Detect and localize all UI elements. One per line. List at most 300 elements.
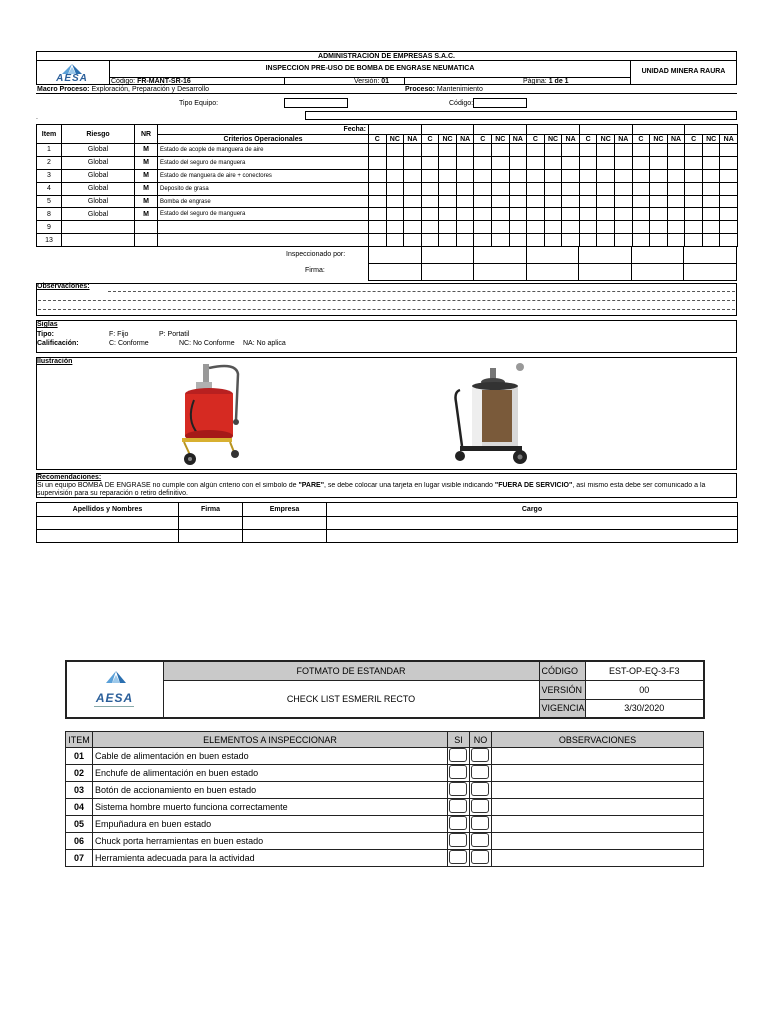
fecha-cell[interactable] [685,125,738,135]
check-cell[interactable] [562,144,580,157]
form2-codigo-value: EST-OP-EQ-3-F3 [585,661,704,680]
check-cell[interactable] [650,195,668,208]
check-cell[interactable] [369,221,387,234]
fecha-cell[interactable] [369,125,422,135]
observaciones-cell[interactable] [492,782,704,799]
check-cell[interactable] [404,234,422,247]
version-field: Versión: 01 [354,78,390,85]
check-cell[interactable] [702,156,720,169]
no-checkbox[interactable] [471,782,489,796]
check-cell[interactable] [404,221,422,234]
no-checkbox[interactable] [471,833,489,847]
macro-proceso: Macro Proceso: Exploración, Preparación y Desarrollo [37,86,209,93]
row-item: 1 [37,144,62,157]
check-cell[interactable] [421,234,439,247]
check-cell[interactable] [667,144,685,157]
fecha-label: Fecha: [158,125,369,135]
firma-cell[interactable] [421,264,474,281]
check-cell[interactable] [404,156,422,169]
check-cell[interactable] [439,169,457,182]
check-cell[interactable] [369,156,387,169]
check-cell[interactable] [544,144,562,157]
sig-cell[interactable] [327,530,738,543]
check-cell[interactable] [386,156,404,169]
check-cell[interactable] [527,169,545,182]
check-cell[interactable] [386,208,404,221]
inspector-cell[interactable] [579,247,632,264]
recomendacion-text: Si un equipo BOMBA DE ENGRASE no cumple con algún criterio con el simbolo de "PARE", se debe colocar una tarjeta en lugar visible indicando "FUERA DE SERVICIO", así mismo esta debe ser comunicado a la [37,482,706,489]
check-cell[interactable] [492,144,510,157]
check-cell[interactable] [579,234,597,247]
check-cell[interactable] [615,144,633,157]
row-nr: M [135,208,158,221]
fecha-cell[interactable] [579,125,632,135]
check-cell[interactable] [579,208,597,221]
check-cell[interactable] [632,156,650,169]
observaciones-cell[interactable] [492,833,704,850]
check-cell[interactable] [562,156,580,169]
check-cell[interactable] [439,144,457,157]
check-cell[interactable] [456,144,474,157]
check-cell[interactable] [404,169,422,182]
check-cell[interactable] [615,182,633,195]
check-cell[interactable] [597,195,615,208]
check-cell[interactable] [544,169,562,182]
check-cell[interactable] [720,182,738,195]
check-cell[interactable] [667,208,685,221]
check-cell[interactable] [650,169,668,182]
check-cell[interactable] [562,169,580,182]
check-cell[interactable] [632,169,650,182]
check-cell[interactable] [579,169,597,182]
check-cell[interactable] [404,195,422,208]
no-cell [470,765,492,782]
check-cell[interactable] [632,208,650,221]
row-elemento: Empuñadura en buen estado [93,816,448,833]
check-cell[interactable] [615,169,633,182]
inspector-cell[interactable] [526,247,579,264]
check-cell[interactable] [527,156,545,169]
check-cell[interactable] [650,234,668,247]
check-cell[interactable] [702,144,720,157]
check-cell[interactable] [632,221,650,234]
check-cell[interactable] [386,221,404,234]
firma-cell[interactable] [369,264,422,281]
fecha-cell[interactable] [474,125,527,135]
check-cell[interactable] [509,169,527,182]
check-cell[interactable] [650,182,668,195]
sig-header-empresa: Empresa [243,503,327,517]
row-criterio: Estado del seguro de manguera [158,208,369,221]
sig-header-cargo: Cargo [327,503,738,517]
check-cell[interactable] [544,195,562,208]
observaciones-cell[interactable] [492,816,704,833]
check-cell[interactable] [456,195,474,208]
row-item: 05 [66,816,93,833]
check-cell[interactable] [369,195,387,208]
no-checkbox[interactable] [471,765,489,779]
row-riesgo [62,234,135,247]
check-cell[interactable] [509,182,527,195]
check-cell[interactable] [369,144,387,157]
check-cell[interactable] [685,182,703,195]
codigo-equipo-input[interactable] [473,98,527,108]
check-cell[interactable] [439,182,457,195]
check-cell[interactable] [685,195,703,208]
check-cell[interactable] [650,208,668,221]
check-cell[interactable] [474,195,492,208]
check-cell[interactable] [439,234,457,247]
check-cell[interactable] [421,144,439,157]
check-cell[interactable] [720,234,738,247]
check-cell[interactable] [702,195,720,208]
form-title: INSPECCION PRE-USO DE BOMBA DE ENGRASE NEUMATICA [265,65,475,72]
fecha-cell[interactable] [632,125,685,135]
header-calificacion: NC [492,135,510,144]
calif-no-conforme: NC: No Conforme [179,340,235,347]
check-cell[interactable] [615,234,633,247]
check-cell[interactable] [597,182,615,195]
check-cell[interactable] [562,195,580,208]
header-calificacion: C [474,135,492,144]
row-elemento: Botón de accionamiento en buen estado [93,782,448,799]
check-cell[interactable] [685,156,703,169]
ilustracion-label: Ilustración [37,358,73,365]
firma-cell[interactable] [474,264,527,281]
form2-checklist-table [65,731,704,867]
sig-cell[interactable] [179,517,243,530]
no-cell [470,850,492,867]
fecha-cell[interactable] [421,125,474,135]
form2-subtitle: CHECK LIST ESMERIL RECTO [163,680,539,718]
check-cell[interactable] [667,195,685,208]
check-cell[interactable] [720,169,738,182]
check-cell[interactable] [509,234,527,247]
tipo-equipo-input[interactable] [284,98,348,108]
inspector-cell[interactable] [421,247,474,264]
check-cell[interactable] [685,221,703,234]
check-cell[interactable] [386,234,404,247]
row-item: 13 [37,234,62,247]
check-cell[interactable] [702,234,720,247]
si-checkbox[interactable] [449,782,467,796]
check-cell[interactable] [579,195,597,208]
si-checkbox[interactable] [449,850,467,864]
calif-no-aplica: NA: No aplica [243,340,286,347]
check-cell[interactable] [492,221,510,234]
check-cell[interactable] [492,156,510,169]
observaciones-cell[interactable] [492,765,704,782]
tipo-portatil: P: Portatil [159,331,190,338]
check-cell[interactable] [386,144,404,157]
check-cell[interactable] [720,208,738,221]
check-cell[interactable] [562,208,580,221]
observaciones-cell[interactable] [492,850,704,867]
check-cell[interactable] [615,195,633,208]
check-cell[interactable] [386,182,404,195]
si-checkbox[interactable] [449,816,467,830]
inspector-cell[interactable] [631,247,684,264]
check-cell[interactable] [615,156,633,169]
no-cell [470,799,492,816]
check-cell[interactable] [527,208,545,221]
sig-cell[interactable] [37,517,179,530]
check-cell[interactable] [650,221,668,234]
check-cell[interactable] [579,144,597,157]
check-cell[interactable] [456,156,474,169]
check-cell[interactable] [579,156,597,169]
check-cell[interactable] [369,234,387,247]
recomendaciones-label: Recomendaciones: [37,474,102,481]
sig-cell[interactable] [243,530,327,543]
check-cell[interactable] [597,221,615,234]
check-cell[interactable] [720,156,738,169]
row-nr: M [135,144,158,157]
row-nr: M [135,195,158,208]
checklist-row [66,799,704,816]
si-checkbox[interactable] [449,765,467,779]
si-cell [448,765,470,782]
check-cell[interactable] [527,234,545,247]
recomendacion-text-2: supervisión para su reparación o retiro definitivo. [37,490,188,497]
check-cell[interactable] [421,169,439,182]
check-cell[interactable] [544,156,562,169]
si-cell [448,816,470,833]
sig-cell[interactable] [327,517,738,530]
firma-cell[interactable] [579,264,632,281]
header-criterios: Criterios Operacionales [158,135,369,144]
inspector-cell[interactable] [684,247,737,264]
check-cell[interactable] [492,208,510,221]
check-cell[interactable] [597,156,615,169]
check-cell[interactable] [562,182,580,195]
fecha-cell[interactable] [527,125,580,135]
check-cell[interactable] [632,234,650,247]
observaciones-cell[interactable] [492,748,704,765]
row-criterio: Bomba de engrase [158,195,369,208]
row-riesgo: Global [62,195,135,208]
check-cell[interactable] [544,234,562,247]
check-cell[interactable] [369,169,387,182]
check-cell[interactable] [386,195,404,208]
check-cell[interactable] [597,144,615,157]
aesa-logo: AESA [46,63,98,84]
sig-cell[interactable] [37,530,179,543]
check-cell[interactable] [404,182,422,195]
row-nr [135,221,158,234]
check-cell[interactable] [439,195,457,208]
check-cell[interactable] [474,234,492,247]
check-cell[interactable] [597,169,615,182]
si-cell [448,850,470,867]
form2-version-value: 00 [585,680,704,699]
header-calificacion: C [369,135,387,144]
check-cell[interactable] [474,221,492,234]
calif-conforme: C: Conforme [109,340,149,347]
row-elemento: Chuck porta herramientas en buen estado [93,833,448,850]
check-cell[interactable] [702,169,720,182]
check-cell[interactable] [720,195,738,208]
tipo-fijo: F: Fijo [109,331,129,338]
row-criterio [158,221,369,234]
check-cell[interactable] [421,208,439,221]
si-cell [448,799,470,816]
check-cell[interactable] [439,208,457,221]
check-cell[interactable] [492,169,510,182]
check-cell[interactable] [509,144,527,157]
checklist-row [66,850,704,867]
criterio-row [37,221,738,234]
row-riesgo [62,221,135,234]
no-cell [470,782,492,799]
blank-bar [305,111,737,120]
row-criterio: Deposito de grasa [158,182,369,195]
check-cell[interactable] [685,169,703,182]
check-cell[interactable] [509,221,527,234]
si-checkbox[interactable] [449,748,467,762]
proceso: Proceso: Mantenimiento [405,86,483,93]
check-cell[interactable] [579,182,597,195]
row-item: 3 [37,169,62,182]
row-item: 2 [37,156,62,169]
check-cell[interactable] [667,234,685,247]
check-cell[interactable] [474,156,492,169]
check-cell[interactable] [456,221,474,234]
sig-header-firma: Firma [179,503,243,517]
check-cell[interactable] [544,221,562,234]
check-cell[interactable] [421,156,439,169]
header-calificacion: C [632,135,650,144]
check-cell[interactable] [474,208,492,221]
form2-vigencia-value: 3/30/2020 [585,699,704,718]
firma-cell[interactable] [526,264,579,281]
check-cell[interactable] [386,169,404,182]
header-riesgo: Riesgo [62,125,135,144]
check-cell[interactable] [456,169,474,182]
check-cell[interactable] [702,182,720,195]
check-cell[interactable] [439,156,457,169]
check-cell[interactable] [667,156,685,169]
si-checkbox[interactable] [449,799,467,813]
check-cell[interactable] [650,144,668,157]
no-checkbox[interactable] [471,748,489,762]
check-cell[interactable] [685,144,703,157]
header-calificacion: NA [456,135,474,144]
check-cell[interactable] [615,221,633,234]
si-checkbox[interactable] [449,833,467,847]
si-cell [448,748,470,765]
check-cell[interactable] [544,208,562,221]
check-cell[interactable] [667,221,685,234]
header-si: SI [448,732,470,748]
check-cell[interactable] [509,195,527,208]
check-cell[interactable] [456,182,474,195]
row-nr: M [135,182,158,195]
check-cell[interactable] [439,221,457,234]
check-cell[interactable] [509,208,527,221]
row-riesgo: Global [62,208,135,221]
check-cell[interactable] [404,144,422,157]
check-cell[interactable] [685,234,703,247]
check-cell[interactable] [474,182,492,195]
check-cell[interactable] [632,195,650,208]
row-riesgo: Global [62,144,135,157]
header-calificacion: NA [720,135,738,144]
check-cell[interactable] [474,169,492,182]
observaciones-cell[interactable] [492,799,704,816]
header-nr: NR [135,125,158,144]
criterio-row [37,234,738,247]
check-cell[interactable] [456,234,474,247]
check-cell[interactable] [702,221,720,234]
check-cell[interactable] [404,208,422,221]
check-cell[interactable] [632,182,650,195]
check-cell[interactable] [527,221,545,234]
check-cell[interactable] [650,156,668,169]
check-cell[interactable] [562,221,580,234]
row-item: 4 [37,182,62,195]
check-cell[interactable] [632,144,650,157]
check-cell[interactable] [421,221,439,234]
inspector-cell[interactable] [369,247,422,264]
check-cell[interactable] [544,182,562,195]
siglas-label: Siglas [37,321,58,328]
sig-header-apellidos: Apellidos y Nombres [37,503,179,517]
sig-cell[interactable] [243,517,327,530]
firma-cell[interactable] [684,264,737,281]
checklist-row [66,748,704,765]
check-cell[interactable] [579,221,597,234]
check-cell[interactable] [509,156,527,169]
check-cell[interactable] [474,144,492,157]
check-cell[interactable] [720,144,738,157]
check-cell[interactable] [527,195,545,208]
check-cell[interactable] [597,208,615,221]
firma-cell[interactable] [631,264,684,281]
check-cell[interactable] [702,208,720,221]
inspector-cell[interactable] [474,247,527,264]
check-cell[interactable] [369,208,387,221]
no-checkbox[interactable] [471,850,489,864]
check-cell[interactable] [667,182,685,195]
check-cell[interactable] [685,208,703,221]
no-checkbox[interactable] [471,799,489,813]
check-cell[interactable] [456,208,474,221]
row-criterio: Estado del seguro de manguera [158,156,369,169]
check-cell[interactable] [421,195,439,208]
sig-cell[interactable] [179,530,243,543]
check-cell[interactable] [492,195,510,208]
check-cell[interactable] [369,182,387,195]
tipo-equipo-label: Tipo Equipo: [179,100,219,107]
check-cell[interactable] [597,234,615,247]
check-cell[interactable] [667,169,685,182]
check-cell[interactable] [562,234,580,247]
header-calificacion: NC [439,135,457,144]
si-cell [448,782,470,799]
check-cell[interactable] [527,144,545,157]
no-checkbox[interactable] [471,816,489,830]
check-cell[interactable] [615,208,633,221]
check-cell[interactable] [421,182,439,195]
check-cell[interactable] [720,221,738,234]
check-cell[interactable] [492,234,510,247]
inspeccion-sign-table [368,246,737,281]
check-cell[interactable] [527,182,545,195]
pagina-field: Página: 1 de 1 [523,78,569,85]
check-cell[interactable] [492,182,510,195]
checklist-row [66,833,704,850]
